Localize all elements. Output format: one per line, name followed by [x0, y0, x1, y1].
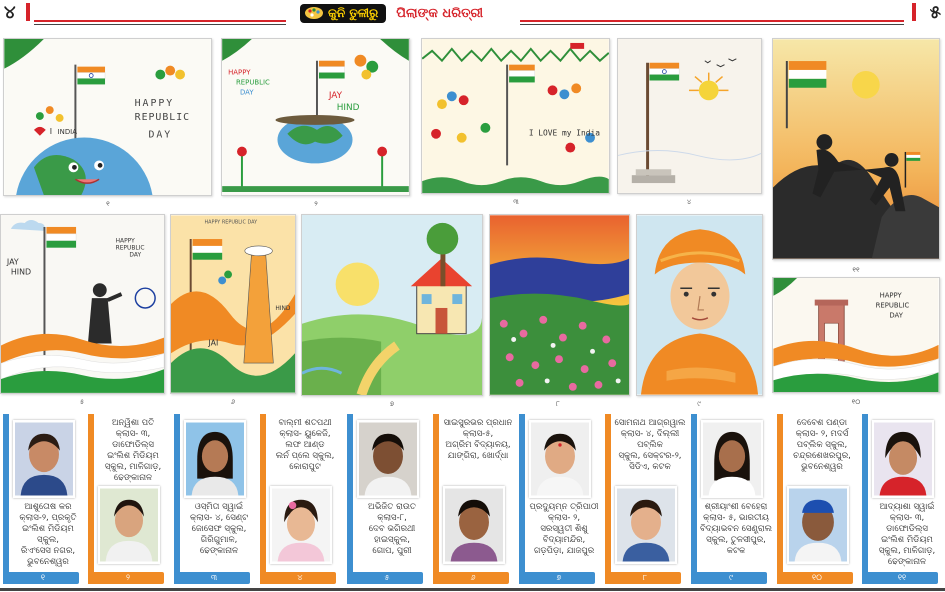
artwork-6	[170, 214, 296, 394]
artwork-4-drawing	[618, 39, 761, 193]
artwork-9	[636, 214, 763, 396]
svg-text:HIND: HIND	[10, 267, 32, 277]
artwork-7-drawing	[302, 215, 482, 395]
bottom-rule	[0, 588, 945, 591]
svg-text:DAY: DAY	[129, 252, 142, 259]
contributor-photo	[701, 420, 763, 498]
page-number-left: ୪	[4, 2, 16, 23]
svg-text:I: I	[49, 126, 53, 136]
artwork-11-caption: ୧୧	[852, 266, 860, 274]
svg-text:JAY: JAY	[328, 91, 343, 102]
artwork-10-drawing	[773, 278, 939, 392]
contributor-card-7	[519, 414, 599, 584]
brand-name: ପିଲାଙ୍କ ଧରିତ୍ରୀ	[396, 5, 484, 21]
contributor-info: ଆଶୁତୋଷ କର କ୍ଲାସ-୨, ପ୍ରକୃତି ଇଂଲିଶ ମିଡିୟମ ସ୍କୁଲ, ରିଏଂସେସ ନଗର, ଭୁବନେଶ୍ୱର	[19, 502, 77, 567]
contributor-number: ୩	[178, 572, 250, 584]
artwork-7	[301, 214, 483, 396]
child-portrait-icon	[359, 422, 417, 496]
child-portrait-icon	[789, 488, 847, 562]
artwork-2-drawing	[222, 39, 409, 195]
contributor-info: ସାଇସୁରଭର ପ୍ରଧାନ କ୍ଲାସ-୫, ଅଗ୍ରିମ ବିଦ୍ୟାଳୟ, ଯାଙ୍ଗିରା, ଖୋର୍ଦ୍ଧା	[443, 418, 513, 461]
artwork-5-caption: ୫	[79, 398, 85, 406]
artwork-9-caption: ୯	[697, 400, 701, 408]
contributor-photo	[13, 420, 75, 498]
child-portrait-icon	[617, 488, 675, 562]
child-portrait-icon	[272, 488, 330, 562]
artwork-8	[489, 214, 630, 396]
contributor-card-9	[691, 414, 771, 584]
artwork-1-caption: ୧	[106, 200, 110, 208]
artwork-2	[221, 38, 410, 196]
contributor-photo	[787, 486, 849, 564]
svg-text:HAPPY: HAPPY	[879, 291, 902, 300]
svg-text:JAY: JAY	[6, 257, 19, 267]
contributor-card-3	[174, 414, 254, 584]
svg-text:HAPPY: HAPPY	[228, 68, 251, 77]
svg-text:HIND: HIND	[336, 103, 360, 114]
contributor-number: ୧	[7, 572, 79, 584]
child-portrait-icon	[186, 422, 244, 496]
contributor-card-4	[260, 414, 340, 584]
artwork-2-caption: ୨	[314, 200, 318, 208]
artwork-1	[3, 38, 212, 196]
artwork-1-drawing	[4, 39, 211, 195]
contributor-info: ଆଦ୍ୟାଶା ସ୍ୱାଇଁ କ୍ଲାସ- ୩, ଡାଫୋଡିଲ୍ସ ଇଂଲିଶ ମିଡିୟମ ସ୍କୁଲ, ମାଳିଗାଡ଼, ଢେଙ୍କାନାଳ	[878, 502, 936, 567]
contributor-number: ୪	[264, 572, 336, 584]
contributor-info: ଓସ୍ମିତା ସ୍ୱାଇଁ କ୍ଲାସ- ୪, ସେଣ୍ଟ ଜୋସେଫ ସ୍କୁଲ, ଗିରିଗୁମାଳ, ଢେଙ୍କାନାଳ	[189, 502, 249, 556]
artwork-4	[617, 38, 762, 194]
svg-text:I LOVE my India: I LOVE my India	[528, 128, 600, 138]
artwork-10-caption: ୧୦	[851, 398, 861, 406]
svg-text:REPUBLIC: REPUBLIC	[115, 245, 145, 252]
contributor-photo	[443, 486, 505, 564]
artwork-11-drawing	[773, 39, 939, 259]
child-portrait-icon	[445, 488, 503, 562]
contributor-number: ୭	[523, 572, 595, 584]
contributor-number: ୬	[437, 572, 509, 584]
artwork-5	[0, 214, 165, 394]
contributor-number: ୯	[695, 572, 767, 584]
artwork-7-caption: ୭	[389, 400, 395, 408]
artwork-4-caption: ୪	[686, 198, 692, 206]
page-header	[0, 0, 945, 28]
svg-text:HAPPY: HAPPY	[134, 98, 175, 110]
contributor-info: ଶ୍ରୀୟାଂଶୀ ବେହେରା କ୍ଲାସ- ୫, ଭାରତୀୟ ବିଦ୍ୟାଭବନ ସେଣ୍ଟ୍ରାଲ ସ୍କୁଲ, ତୁଳସୀପୁର, କଟକ	[699, 502, 773, 556]
contributor-info: ଅନ୍ୱିଶା ପତି କ୍ଲାସ- ୩, ଡାଫୋଡିଲ୍ସ ଇଂଲିଶ ମିଡିୟମ ସ୍କୁଲ, ମାଳିଗାଡ଼, ଢେଙ୍କାନାଳ	[104, 418, 162, 483]
contributor-card-8	[605, 414, 685, 584]
artwork-3-caption: ୩	[513, 198, 519, 206]
section-title: କୁନି ତୁଳୀରୁ	[328, 5, 379, 20]
contributor-number: ୮	[609, 572, 681, 584]
header-red-bar-right	[912, 3, 916, 21]
svg-text:HAPPY REPUBLIC DAY: HAPPY REPUBLIC DAY	[204, 219, 258, 226]
header-rule-right	[520, 20, 904, 22]
contributor-card-1	[3, 414, 83, 584]
header-rule-left	[34, 20, 286, 22]
artwork-6-drawing	[171, 215, 295, 393]
contributor-photo	[529, 420, 591, 498]
contributor-info: ବାଲ୍ମୀ ଶତପଥୀ କ୍ଲାସ- ୟୁକେଜି, ଲଫ ଆଣ୍ଡ ଲର୍ନ ପ୍ଲେ ସ୍କୁଲ, କୋରାପୁଟ	[275, 418, 335, 472]
artwork-10	[772, 277, 940, 393]
child-portrait-icon	[100, 488, 158, 562]
svg-text:HIND: HIND	[275, 305, 291, 312]
contributor-photo	[270, 486, 332, 564]
svg-text:JAI: JAI	[208, 338, 219, 348]
contributor-info: ସୋମନାଥ ଆଗ୍ରୱାଲ କ୍ଲାସ- ୪, ଦିଲ୍ଲୀ ପବ୍ଲିକ ସ୍କୁଲ, ସେକ୍ଟର-୨, ସିଡିଏ, କଟକ	[614, 418, 686, 472]
section-masthead	[300, 2, 483, 24]
contributor-card-5	[347, 414, 427, 584]
svg-text:REPUBLIC: REPUBLIC	[875, 301, 910, 310]
artwork-3-drawing	[422, 39, 609, 193]
contributor-photo	[357, 420, 419, 498]
artwork-3	[421, 38, 610, 194]
svg-text:DAY: DAY	[239, 88, 254, 97]
child-portrait-icon	[874, 422, 932, 496]
child-portrait-icon	[703, 422, 761, 496]
contributor-number: ୨	[92, 572, 164, 584]
contributor-card-11	[862, 414, 942, 584]
artwork-5-drawing	[1, 215, 164, 393]
contributor-card-6	[433, 414, 513, 584]
section-logo	[300, 4, 386, 23]
contributor-number: ୧୦	[781, 572, 853, 584]
artwork-8-caption: ୮	[556, 400, 560, 408]
contributor-photo	[98, 486, 160, 564]
page-number-right: ୫	[929, 2, 941, 23]
child-portrait-icon	[15, 422, 73, 496]
paint-palette-icon	[304, 6, 324, 20]
artwork-6-caption: ୬	[230, 398, 236, 406]
contributor-info: ପ୍ରଦ୍ୟୁମ୍ନ ତ୍ରିପାଠୀ କ୍ଲାସ- ୨, ସରସ୍ୱତୀ ଶିଶୁ ବିଦ୍ୟାମନ୍ଦିର, ଗଡ଼ପିଡ଼ା, ଯାଜପୁର	[529, 502, 599, 556]
contributor-card-10	[777, 414, 857, 584]
contributor-number: ୧୧	[866, 572, 938, 584]
contributor-photo	[872, 420, 934, 498]
artwork-11	[772, 38, 940, 260]
contributor-photo	[184, 420, 246, 498]
svg-text:INDIA: INDIA	[57, 127, 77, 136]
child-portrait-icon	[531, 422, 589, 496]
svg-text:DAY: DAY	[148, 129, 173, 141]
contributor-info: ଅଭିଜିତ ରାଉତ କ୍ଲାସ-୮, ଦେବ ଭଗିରଥୀ ହାଇସ୍କୁଲ, ଗୋପ, ପୁରୀ	[368, 502, 416, 556]
header-red-bar-left	[26, 3, 30, 21]
artwork-9-drawing	[637, 215, 762, 395]
contributor-info: ଦେବେଶ ପଣ୍ଡା କ୍ଲାସ- ୨, ମଦର୍ସ ପବ୍ଲିକ ସ୍କୁଲ, ଚନ୍ଦ୍ରଶେଖରପୁର, ଭୁବନେଶ୍ୱର	[793, 418, 851, 472]
contributor-photo	[615, 486, 677, 564]
svg-text:DAY: DAY	[889, 311, 903, 320]
artwork-8-drawing	[490, 215, 629, 395]
contributor-card-2	[88, 414, 168, 584]
svg-text:REPUBLIC: REPUBLIC	[134, 111, 191, 123]
svg-text:HAPPY: HAPPY	[115, 238, 135, 245]
svg-text:REPUBLIC: REPUBLIC	[236, 78, 270, 87]
contributor-number: ୫	[351, 572, 423, 584]
